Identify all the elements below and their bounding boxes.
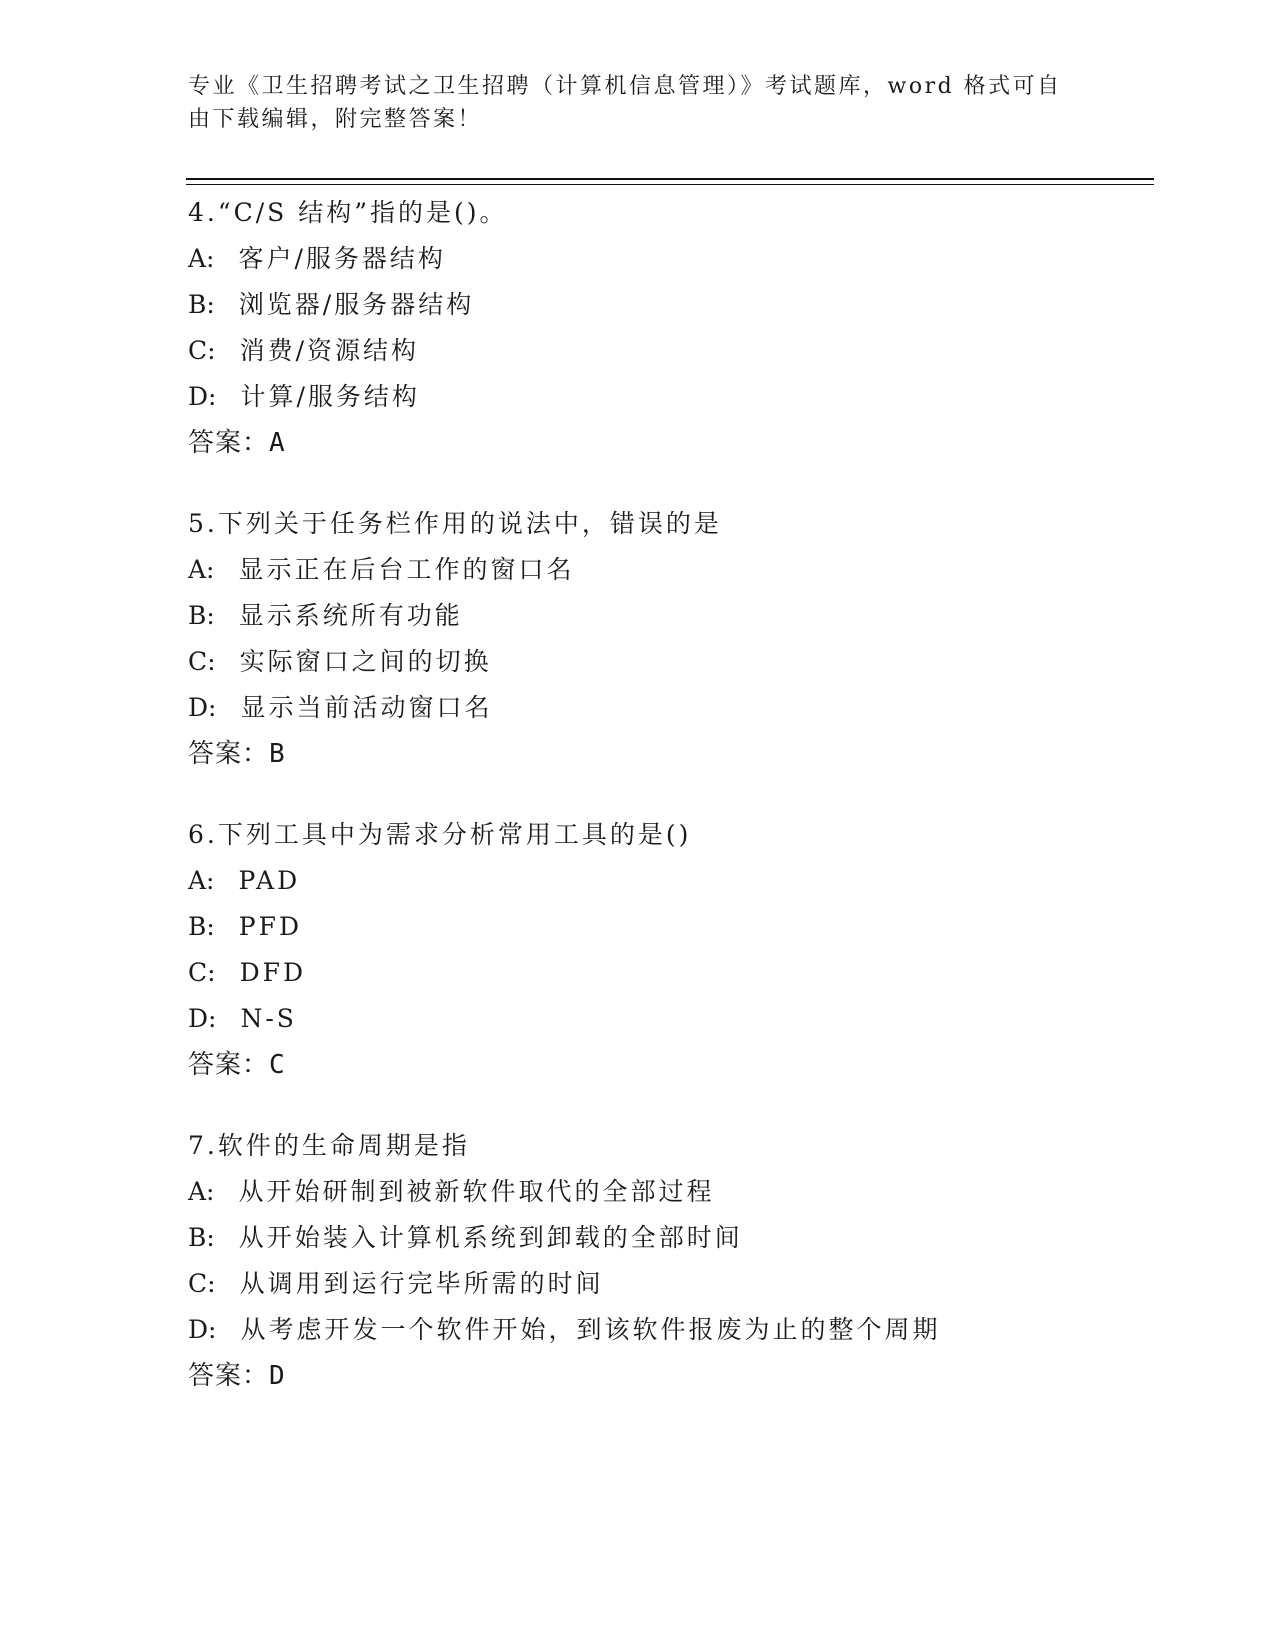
header-divider-thin bbox=[186, 184, 1154, 185]
answer-line bbox=[188, 731, 1168, 777]
option-a bbox=[188, 236, 1168, 282]
option-letter: C: bbox=[188, 958, 216, 987]
option-a bbox=[188, 547, 1168, 593]
answer-value: B bbox=[269, 739, 286, 769]
answer-line bbox=[188, 1353, 1168, 1399]
header-divider-thick bbox=[186, 178, 1154, 180]
answer-value: A bbox=[269, 428, 286, 458]
header-line-2: 由下载编辑，附完整答案！ bbox=[188, 107, 483, 132]
option-letter: A: bbox=[188, 244, 215, 273]
option-text: 从考虑开发一个软件开始，到该软件报废为止的整个周期 bbox=[240, 1315, 941, 1344]
option-a bbox=[188, 1169, 1168, 1215]
option-text: 计算/服务结构 bbox=[240, 382, 420, 411]
answer-value: D bbox=[269, 1361, 286, 1391]
answer-label: 答案： bbox=[188, 1361, 270, 1391]
option-c bbox=[188, 1261, 1168, 1307]
document-header bbox=[188, 70, 1068, 136]
answer-label: 答案： bbox=[188, 1050, 270, 1080]
answer-line bbox=[188, 420, 1168, 466]
option-text: DFD bbox=[239, 958, 306, 987]
option-text: 从调用到运行完毕所需的时间 bbox=[239, 1269, 604, 1298]
option-d bbox=[188, 685, 1168, 731]
option-b bbox=[188, 1215, 1168, 1261]
option-text: 消费/资源结构 bbox=[239, 336, 419, 365]
option-a bbox=[188, 858, 1168, 904]
question-list bbox=[188, 190, 1168, 1434]
option-text: N-S bbox=[240, 1004, 297, 1033]
question-6 bbox=[188, 812, 1168, 1088]
option-c bbox=[188, 328, 1168, 374]
option-letter: B: bbox=[188, 912, 215, 941]
option-letter: B: bbox=[188, 601, 215, 630]
question-7 bbox=[188, 1123, 1168, 1399]
option-text: PFD bbox=[238, 912, 303, 941]
option-letter: C: bbox=[188, 647, 216, 676]
option-d bbox=[188, 996, 1168, 1042]
answer-line bbox=[188, 1042, 1168, 1088]
question-5 bbox=[188, 501, 1168, 777]
option-letter: A: bbox=[188, 1177, 215, 1206]
question-stem: 5.下列关于任务栏作用的说法中，错误的是 bbox=[188, 509, 722, 538]
option-letter: D: bbox=[188, 1315, 217, 1344]
question-stem: 4.“C/S 结构”指的是()。 bbox=[188, 198, 508, 227]
option-text: 显示正在后台工作的窗口名 bbox=[238, 555, 575, 584]
option-d bbox=[188, 1307, 1168, 1353]
header-line-1: 专业《卫生招聘考试之卫生招聘（计算机信息管理）》考试题库，word 格式可自 bbox=[188, 74, 1062, 99]
option-c bbox=[188, 950, 1168, 996]
option-letter: D: bbox=[188, 382, 217, 411]
option-letter: C: bbox=[188, 1269, 216, 1298]
option-text: 实际窗口之间的切换 bbox=[239, 647, 492, 676]
question-4 bbox=[188, 190, 1168, 466]
option-text: 显示当前活动窗口名 bbox=[240, 693, 493, 722]
option-letter: D: bbox=[188, 693, 217, 722]
option-letter: C: bbox=[188, 336, 216, 365]
question-stem: 6.下列工具中为需求分析常用工具的是() bbox=[188, 820, 692, 849]
answer-label: 答案： bbox=[188, 739, 270, 769]
answer-label: 答案： bbox=[188, 428, 270, 458]
option-b bbox=[188, 593, 1168, 639]
option-text: 从开始装入计算机系统到卸载的全部时间 bbox=[238, 1223, 743, 1252]
option-c bbox=[188, 639, 1168, 685]
option-d bbox=[188, 374, 1168, 420]
question-stem: 7.软件的生命周期是指 bbox=[188, 1131, 470, 1160]
option-letter: D: bbox=[188, 1004, 217, 1033]
option-b bbox=[188, 282, 1168, 328]
option-b bbox=[188, 904, 1168, 950]
option-letter: A: bbox=[188, 555, 215, 584]
option-text: 从开始研制到被新软件取代的全部过程 bbox=[238, 1177, 715, 1206]
option-text: 浏览器/服务器结构 bbox=[238, 290, 475, 319]
option-letter: B: bbox=[188, 1223, 215, 1252]
option-text: PAD bbox=[238, 866, 301, 895]
option-text: 客户/服务器结构 bbox=[238, 244, 446, 273]
answer-value: C bbox=[269, 1050, 286, 1080]
option-letter: A: bbox=[188, 866, 215, 895]
option-letter: B: bbox=[188, 290, 215, 319]
option-text: 显示系统所有功能 bbox=[238, 601, 463, 630]
